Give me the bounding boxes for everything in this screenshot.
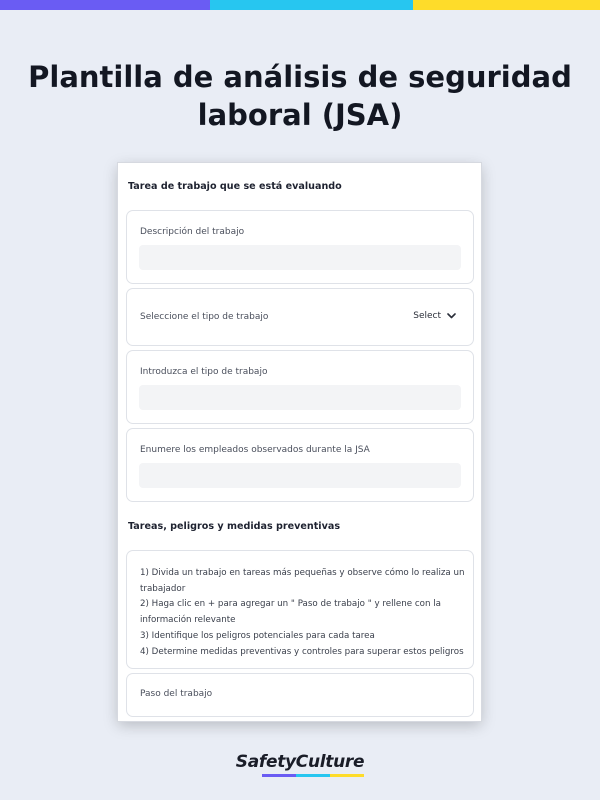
job-type-select-field xyxy=(126,288,474,346)
job-type-label: Seleccione el tipo de trabajo xyxy=(140,312,269,322)
brand-bar-purple xyxy=(0,0,210,10)
instruction-item: 1) Divida un trabajo en tareas más pequeñas y observe cómo lo realiza un trabajador xyxy=(140,568,465,594)
job-type-select-value: Select xyxy=(413,311,441,321)
enter-job-type-field xyxy=(126,350,474,424)
enter-job-type-input[interactable] xyxy=(139,385,461,410)
instructions-list xyxy=(140,566,465,660)
job-type-select[interactable] xyxy=(413,311,456,321)
employees-label: Enumere los empleados observados durante la JSA xyxy=(140,445,370,455)
instruction-item: 4) Determine medidas preventivas y controles para superar estos peligros xyxy=(140,646,464,657)
instruction-item: 2) Haga clic en + para agregar un " Paso de trabajo " y rellene con la información relevante xyxy=(140,599,441,626)
work-step-label: Paso del trabajo xyxy=(140,689,213,699)
chevron-down-icon xyxy=(447,313,456,319)
section-title-tasks-hazards: Tareas, peligros y medidas preventivas xyxy=(128,521,341,532)
job-description-label: Descripción del trabajo xyxy=(140,227,245,237)
logo-underline xyxy=(262,774,364,777)
brand-bar-yellow xyxy=(413,0,600,10)
logo-underline-cyan xyxy=(296,774,330,777)
jsa-form-card xyxy=(118,163,481,721)
safetyculture-logo: SafetyCulture xyxy=(235,752,365,772)
job-description-field xyxy=(126,210,474,284)
logo-underline-purple xyxy=(262,774,296,777)
job-description-input[interactable] xyxy=(139,245,461,270)
employees-input[interactable] xyxy=(139,463,461,488)
section-title-job-task: Tarea de trabajo que se está evaluando xyxy=(128,181,342,192)
brand-color-bar xyxy=(0,0,600,10)
brand-bar-cyan xyxy=(210,0,413,10)
logo-underline-yellow xyxy=(330,774,364,777)
instructions-box xyxy=(126,550,474,669)
instruction-item: 3) Identifique los peligros potenciales para cada tarea xyxy=(140,630,375,641)
enter-job-type-label: Introduzca el tipo de trabajo xyxy=(140,367,268,377)
employees-field xyxy=(126,428,474,502)
work-step-item[interactable] xyxy=(126,673,474,717)
page-title: Plantilla de análisis de seguridad laboral (JSA) xyxy=(28,60,572,132)
